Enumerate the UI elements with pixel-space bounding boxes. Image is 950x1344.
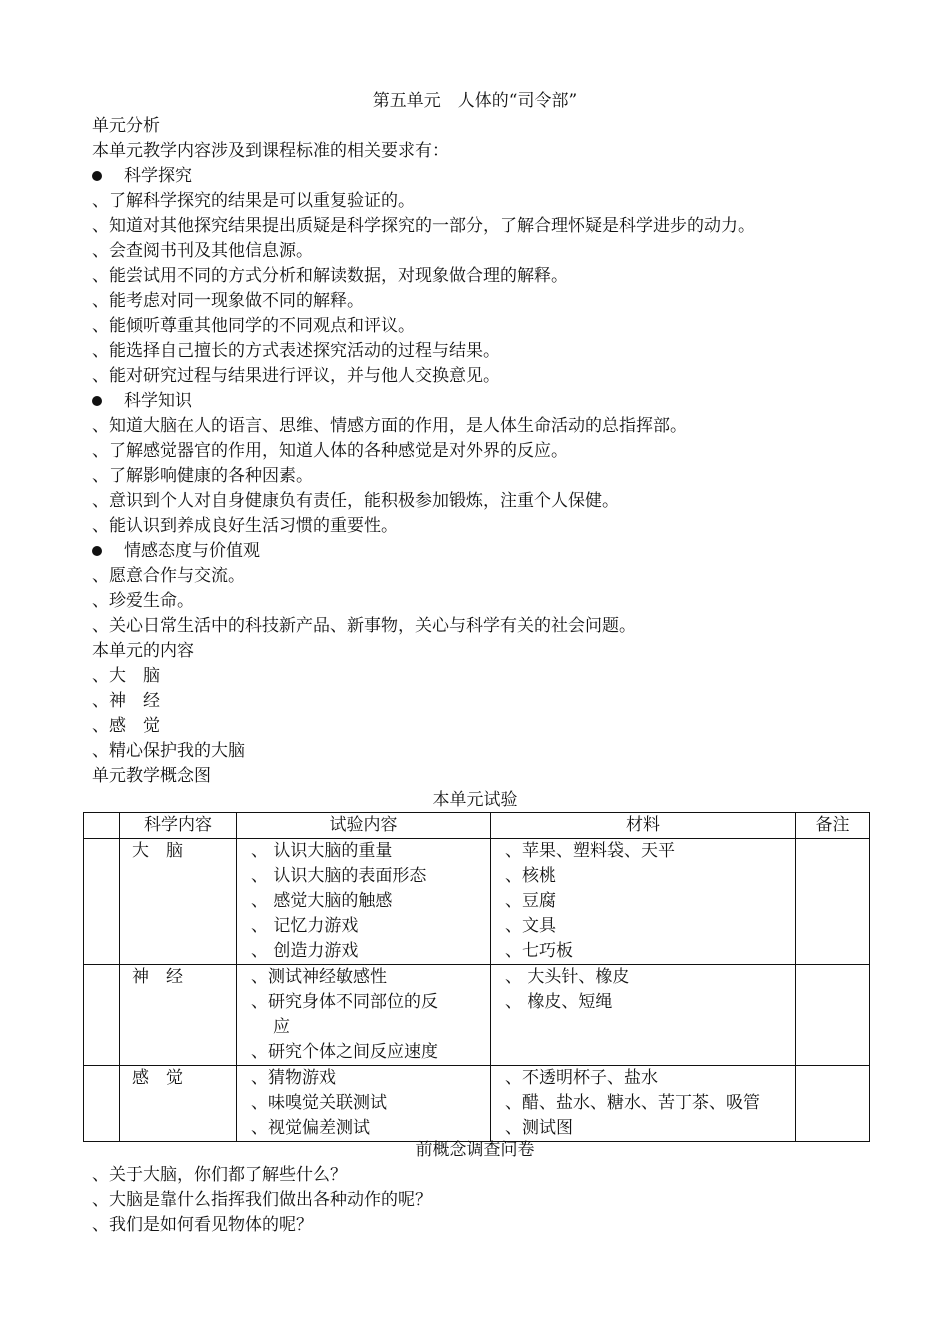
page-title: 第五单元 人体的“司令部” xyxy=(372,91,578,111)
table-row xyxy=(84,1066,870,1142)
bullet-icon xyxy=(92,396,102,406)
cell-text: 感 觉 xyxy=(132,1068,183,1088)
content-heading: 本单元的内容 xyxy=(92,641,194,661)
cell-text: 、研究个体之间反应速度 xyxy=(251,1042,438,1062)
list-item: 、能倾听尊重其他同学的不同观点和评议。 xyxy=(92,316,415,336)
section-heading-inquiry xyxy=(92,164,192,189)
content-item: 、大 脑 xyxy=(92,666,160,686)
cell-text: 、 橡皮、短绳 xyxy=(505,992,613,1012)
bullet-icon xyxy=(92,171,102,181)
list-item: 、能选择自己擅长的方式表述探究活动的过程与结果。 xyxy=(92,341,500,361)
cell-text: 、醋、盐水、糖水、苦丁茶、吸管 xyxy=(505,1093,760,1113)
cell-text: 、猜物游戏 xyxy=(251,1068,336,1088)
table-header: 试验内容 xyxy=(237,813,491,839)
list-item: 、了解科学探究的结果是可以重复验证的。 xyxy=(92,191,415,211)
section-heading-label: 科学探究 xyxy=(124,166,192,186)
cell-text: 、七巧板 xyxy=(505,941,573,961)
table-row xyxy=(84,839,870,965)
question-item: 、我们是如何看见物体的呢？ xyxy=(92,1215,313,1235)
concept-map-heading: 单元教学概念图 xyxy=(92,766,211,786)
table-cell-notes xyxy=(796,839,870,965)
list-item: 、知道大脑在人的语言、思维、情感方面的作用，是人体生命活动的总指挥部。 xyxy=(92,416,687,436)
cell-text: 神 经 xyxy=(132,967,183,987)
bullet-icon xyxy=(92,546,102,556)
list-item: 、能认识到养成良好生活习惯的重要性。 xyxy=(92,516,398,536)
cell-text: 、核桃 xyxy=(505,866,556,886)
cell-text: 、 认识大脑的重量 xyxy=(251,841,393,861)
list-item: 、珍爱生命。 xyxy=(92,591,194,611)
cell-text: 、豆腐 xyxy=(505,891,556,911)
content-item: 、神 经 xyxy=(92,691,160,711)
list-item: 、意识到个人对自身健康负有责任，能积极参加锻炼，注重个人保健。 xyxy=(92,491,619,511)
content-item: 、精心保护我的大脑 xyxy=(92,741,245,761)
cell-text: 、味嗅觉关联测试 xyxy=(251,1093,387,1113)
unit-analysis-heading: 单元分析 xyxy=(92,116,160,136)
cell-text: 、 感觉大脑的触感 xyxy=(251,891,393,911)
list-item: 、愿意合作与交流。 xyxy=(92,566,245,586)
content-item: 、感 觉 xyxy=(92,716,160,736)
table-cell-experiments xyxy=(237,965,491,1066)
table-cell-notes xyxy=(796,1066,870,1142)
cell-text: 、视觉偏差测试 xyxy=(251,1118,370,1138)
question-item: 、关于大脑，你们都了解些什么？ xyxy=(92,1165,347,1185)
table-cell-materials xyxy=(491,1066,796,1142)
experiment-table xyxy=(83,812,870,1142)
cell-text: 、不透明杯子、盐水 xyxy=(505,1068,658,1088)
cell-text: 、文具 xyxy=(505,916,556,936)
list-item: 、能考虑对同一现象做不同的解释。 xyxy=(92,291,364,311)
list-item: 、会查阅书刊及其他信息源。 xyxy=(92,241,313,261)
list-item: 、能尝试用不同的方式分析和解读数据，对现象做合理的解释。 xyxy=(92,266,568,286)
questionnaire-title: 前概念调查问卷 xyxy=(415,1140,535,1160)
table-cell-content xyxy=(120,839,237,965)
cell-text: 、 大头针、橡皮 xyxy=(505,967,630,987)
cell-text: 、苹果、塑料袋、天平 xyxy=(505,841,675,861)
table-row xyxy=(84,965,870,1066)
table-cell-experiments xyxy=(237,1066,491,1142)
table-cell-blank xyxy=(84,839,120,965)
table-header-row xyxy=(84,813,870,839)
table-cell-materials xyxy=(491,965,796,1066)
table-cell-content xyxy=(120,965,237,1066)
table-title: 本单元试验 xyxy=(432,790,518,810)
cell-text: 、 记忆力游戏 xyxy=(251,916,359,936)
table-cell-content xyxy=(120,1066,237,1142)
list-item: 、了解影响健康的各种因素。 xyxy=(92,466,313,486)
list-item: 、了解感觉器官的作用，知道人体的各种感觉是对外界的反应。 xyxy=(92,441,568,461)
question-item: 、大脑是靠什么指挥我们做出各种动作的呢？ xyxy=(92,1190,432,1210)
section-heading-attitude xyxy=(92,539,260,564)
table-cell-notes xyxy=(796,965,870,1066)
table-header-blank xyxy=(84,813,120,839)
cell-text: 、测试神经敏感性 xyxy=(251,967,387,987)
table-header: 备注 xyxy=(796,813,870,839)
cell-text: 、测试图 xyxy=(505,1118,573,1138)
cell-text: 、 认识大脑的表面形态 xyxy=(251,866,427,886)
section-heading-knowledge xyxy=(92,389,192,414)
section-heading-label: 情感态度与价值观 xyxy=(124,541,260,561)
table-cell-blank xyxy=(84,965,120,1066)
table-header: 材料 xyxy=(491,813,796,839)
table-header: 科学内容 xyxy=(120,813,237,839)
section-heading-label: 科学知识 xyxy=(124,391,192,411)
cell-text: 、 创造力游戏 xyxy=(251,941,359,961)
table-cell-experiments xyxy=(237,839,491,965)
intro-text: 本单元教学内容涉及到课程标准的相关要求有： xyxy=(92,141,449,161)
table-cell-blank xyxy=(84,1066,120,1142)
table-cell-materials xyxy=(491,839,796,965)
cell-text: 大 脑 xyxy=(132,841,183,861)
list-item: 、关心日常生活中的科技新产品、新事物，关心与科学有关的社会问题。 xyxy=(92,616,636,636)
list-item: 、知道对其他探究结果提出质疑是科学探究的一部分，了解合理怀疑是科学进步的动力。 xyxy=(92,216,755,236)
cell-text: 应 xyxy=(273,1017,290,1037)
cell-text: 、研究身体不同部位的反 xyxy=(251,992,438,1012)
list-item: 、能对研究过程与结果进行评议，并与他人交换意见。 xyxy=(92,366,500,386)
